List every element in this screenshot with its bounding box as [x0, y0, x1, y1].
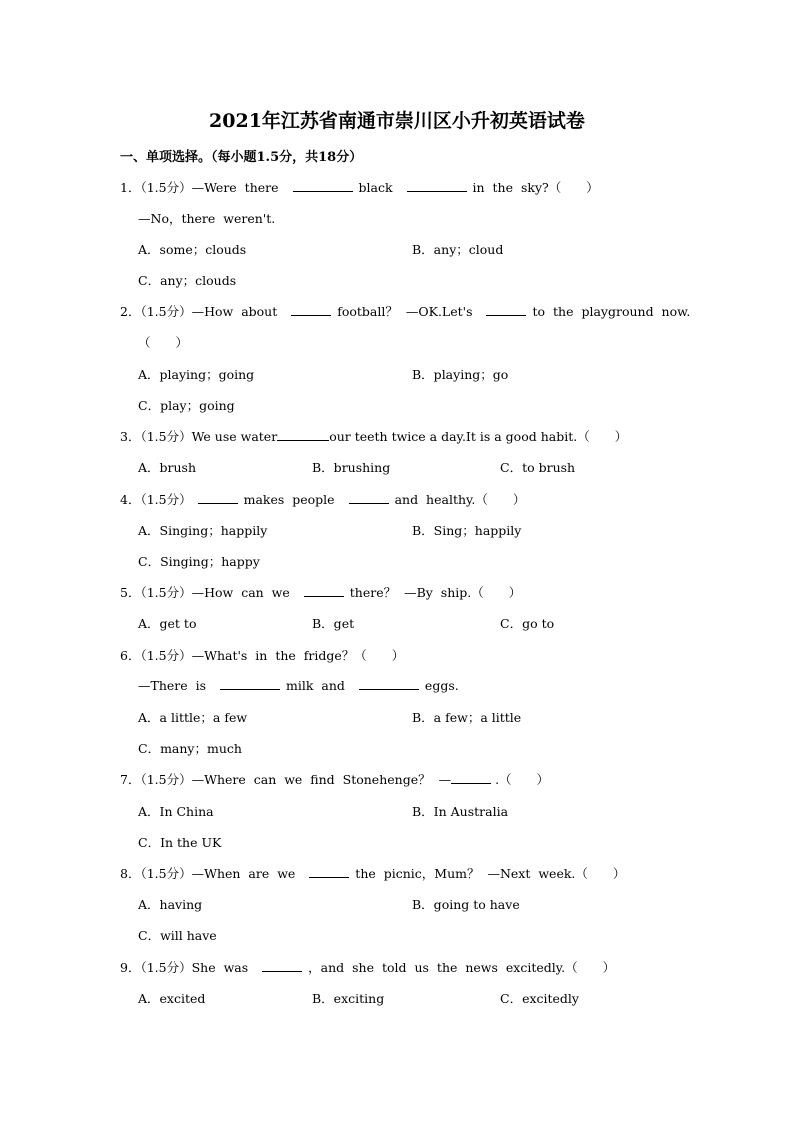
option-b[interactable]: B．going to have: [412, 897, 520, 912]
option-a[interactable]: A．In China: [138, 804, 214, 819]
answer-blank[interactable]: [304, 584, 344, 597]
page-title: 2021年江苏省南通市崇川区小升初英语试卷: [209, 110, 585, 132]
question-2: 2．（1.5分）—How about football？ —OK.Let's to the playground now.: [120, 304, 691, 319]
option-c[interactable]: C．Singing；happy: [138, 554, 260, 569]
answer-blank[interactable]: [291, 303, 331, 316]
answer-blank[interactable]: [277, 428, 329, 441]
answer-blank[interactable]: [486, 303, 526, 316]
question-4: 4．（1.5分） makes people and healthy.（ ）: [120, 492, 526, 507]
answer-blank[interactable]: [198, 491, 238, 504]
answer-blank[interactable]: [309, 865, 349, 878]
option-c[interactable]: C．excitedly: [500, 991, 579, 1006]
option-a[interactable]: A．playing；going: [138, 367, 255, 382]
answer-blank[interactable]: [220, 677, 280, 690]
option-a[interactable]: A．a little；a few: [138, 710, 248, 725]
section-heading: 一、单项选择。（每小题1.5分，共18分）: [120, 150, 363, 165]
answer-blank[interactable]: [293, 179, 353, 192]
question-6: 6．（1.5分）—What's in the fridge？（ ）: [120, 648, 405, 663]
option-a[interactable]: A．having: [138, 897, 203, 912]
question-3: 3．（1.5分）We use water our teeth twice a day.It is a good habit.（ ）: [120, 429, 628, 444]
option-c[interactable]: C．go to: [500, 616, 555, 631]
option-b[interactable]: B．Sing；happily: [412, 523, 522, 538]
question-7: 7．（1.5分）—Where can we find Stonehenge？ — .（ ）: [120, 772, 550, 787]
question-9: 9．（1.5分）She was ，and she told us the news excitedly.（ ）: [120, 960, 616, 975]
answer-blank[interactable]: [349, 491, 389, 504]
option-c[interactable]: C．any；clouds: [138, 273, 237, 288]
answer-blank[interactable]: [359, 677, 419, 690]
option-b[interactable]: B．In Australia: [412, 804, 509, 819]
option-b[interactable]: B．any；cloud: [412, 242, 504, 257]
option-c[interactable]: C．will have: [138, 928, 217, 943]
option-c[interactable]: C．In the UK: [138, 835, 222, 850]
option-b[interactable]: B．playing；go: [412, 367, 509, 382]
option-a[interactable]: A．Singing；happily: [138, 523, 268, 538]
option-b[interactable]: B．get: [312, 616, 355, 631]
option-c[interactable]: C．play；going: [138, 398, 235, 413]
option-a[interactable]: A．excited: [138, 991, 206, 1006]
option-a[interactable]: A．brush: [138, 460, 197, 475]
option-a[interactable]: A．some；clouds: [138, 242, 247, 257]
question-2-line2: （ ）: [138, 335, 189, 350]
option-b[interactable]: B．brushing: [312, 460, 391, 475]
option-c[interactable]: C．to brush: [500, 460, 576, 475]
option-b[interactable]: B．exciting: [312, 991, 385, 1006]
option-a[interactable]: A．get to: [138, 616, 197, 631]
question-8: 8．（1.5分）—When are we the picnic，Mum？ —Next week.（ ）: [120, 866, 626, 881]
question-1: 1．（1.5分）—Were there black in the sky?（ ）: [120, 180, 599, 195]
answer-blank[interactable]: [451, 771, 491, 784]
option-c[interactable]: C．many；much: [138, 741, 242, 756]
answer-blank[interactable]: [407, 179, 467, 192]
question-1-line2: —No，there weren't.: [138, 211, 276, 226]
answer-blank[interactable]: [262, 959, 302, 972]
question-6-line2: —There is milk and eggs.: [138, 678, 459, 693]
question-5: 5．（1.5分）—How can we there？ —By ship.（ ）: [120, 585, 522, 600]
option-b[interactable]: B．a few；a little: [412, 710, 522, 725]
